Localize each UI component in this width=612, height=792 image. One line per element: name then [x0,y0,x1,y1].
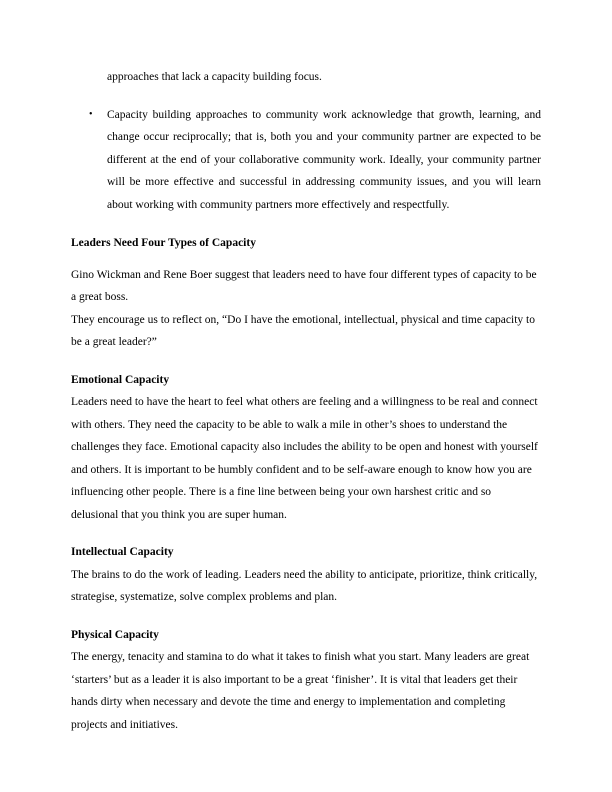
section-heading-emotional-capacity: Emotional Capacity [71,373,170,386]
bullet-list-item [71,104,541,217]
bullet-paragraph: Capacity building approaches to community work acknowledge that growth, learning, and change occur reciprocally; that is, both you and your community partner are expected to be different at the end of your collaborative community work. Ideally, your community partner will be more effective and successful in addressing community issues, and you will learn about working with community partners more effectively and respectfully. [107,108,541,211]
section-heading-leaders-need-four-types: Leaders Need Four Types of Capacity [71,237,256,249]
section-heading-intellectual-capacity: Intellectual Capacity [71,546,174,558]
paragraph-intellectual-capacity: The brains to do the work of leading. Leaders need the ability to anticipate, prioritize, think critically, strategise, systematize, solve complex problems and plan. [71,568,538,603]
section-heading-physical-capacity: Physical Capacity [71,628,159,641]
paragraph-emotional-capacity: Leaders need to have the heart to feel what others are feeling and a willingness to be real and connect with others. They need the capacity to be able to walk a mile in other’s shoes to understand the challenges they face. Emotional capacity also includes the ability to be open and honest with yourself and others. It is important to be humbly confident and to be self-aware enough to know how you are influencing other people. There is a fine line between being your own harshest critic and so delusional that you think you are super human. [71,396,538,521]
paragraph-physical-capacity: The energy, tenacity and stamina to do what it takes to finish what you start. Many leaders are great ‘starters’ but as a leader it is also important to be a great ‘finisher’. It is vital that leaders get their hands dirty when necessary and devote the time and energy to implementation and completing projects and initiatives. [71,651,530,731]
bullet-icon: • [89,108,93,120]
paragraph-four-types-reflect: They encourage us to reflect on, “Do I have the emotional, intellectual, physical and time capacity to be a great leader?” [71,313,535,348]
paragraph-continuation: approaches that lack a capacity building focus. [107,71,322,83]
paragraph-four-types-intro: Gino Wickman and Rene Boer suggest that leaders need to have four different types of capacity to be a great boss. [71,268,537,303]
